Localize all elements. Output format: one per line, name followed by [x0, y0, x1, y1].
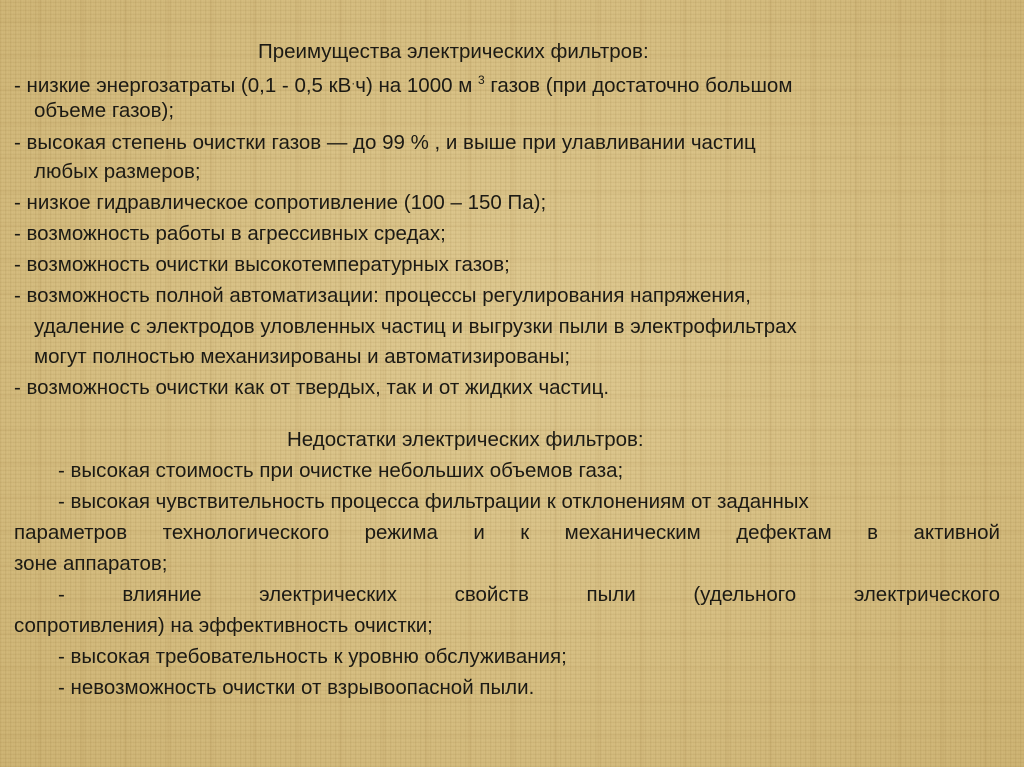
disadvantage-item-5: - невозможность очистки от взрывоопасной пыли.: [58, 676, 535, 699]
advantage-item-1-part-a: - низкие энергозатраты (0,1 - 0,5 кВ: [14, 74, 352, 97]
advantage-item-1: [14, 71, 792, 98]
advantage-item-6-continuation-2: могут полностью механизированы и автоматизированы;: [34, 345, 571, 368]
advantage-item-1-part-b: ч) на 1000 м: [355, 74, 473, 97]
multiplication-dot: ·: [351, 76, 356, 90]
advantage-item-2: - высокая степень очистки газов — до 99 % , и выше при улавливании частиц: [14, 131, 756, 154]
disadvantage-item-1: - высокая стоимость при очистке небольших объемов газа;: [58, 459, 624, 482]
advantage-item-4: - возможность работы в агрессивных средах;: [14, 222, 446, 245]
advantages-title: Преимущества электрических фильтров:: [258, 40, 649, 63]
advantage-item-1-part-c: газов (при достаточно большом: [490, 74, 793, 97]
disadvantage-item-4: - высокая требовательность к уровню обслуживания;: [58, 645, 567, 668]
disadvantage-item-3-line-1: - влияние электрических свойств пыли (удельного электрического: [58, 583, 1000, 606]
advantage-item-6: - возможность полной автоматизации: процессы регулирования напряжения,: [14, 284, 751, 307]
advantage-item-7: - возможность очистки как от твердых, так и от жидких частиц.: [14, 376, 610, 399]
advantage-item-5: - возможность очистки высокотемпературных газов;: [14, 253, 510, 276]
disadvantage-item-2-line-2: параметров технологического режима и к механическим дефектам в активной: [14, 521, 1000, 544]
advantage-item-2-continuation: любых размеров;: [34, 160, 201, 183]
disadvantage-item-2-line-1: - высокая чувствительность процесса фильтрации к отклонениям от заданных: [58, 490, 809, 513]
cubic-superscript: 3: [478, 73, 485, 87]
disadvantage-item-3-line-2: сопротивления) на эффективность очистки;: [14, 614, 433, 637]
advantage-item-6-continuation-1: удаление с электродов уловленных частиц и выгрузки пыли в электрофильтрах: [34, 315, 797, 338]
advantage-item-3: - низкое гидравлическое сопротивление (100 – 150 Па);: [14, 191, 547, 214]
advantage-item-1-continuation: объеме газов);: [34, 99, 175, 122]
disadvantage-item-2-line-3: зоне аппаратов;: [14, 552, 168, 575]
disadvantages-title: Недостатки электрических фильтров:: [287, 428, 644, 451]
